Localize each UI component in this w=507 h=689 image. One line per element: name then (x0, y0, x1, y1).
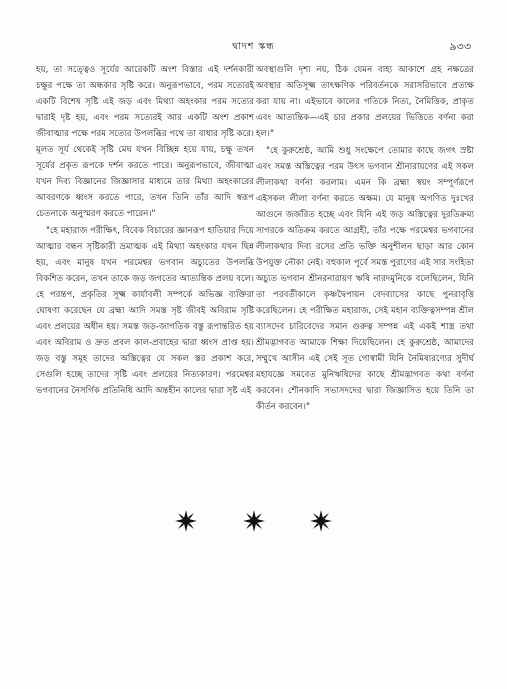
chapter-end-ornaments (0, 510, 507, 536)
paragraph: হয়, তা সত্ত্বেও সূর্যের আরেকটি অংশ বিস্তার এই দর্শনকারী চক্ষুর পক্ষে তা অন্ধকার সৃষ্টি করে। অনুরূপভাবে, পরম সত্যেরই একটি বিশেষ সৃষ্টি এই জড় এবং মিথ্যা অহংকার পরম সত্যের দ্বারাই দৃষ্ট হয়, এবং পরম সত্যেরই আর একটি অংশ প্রকাশ জীবাত্মার পক্ষে পরম সত্যের উপলব্ধির পথে তা বাধার সৃষ্টি করে। মূলত সূর্য থেকেই সৃষ্টি মেঘ যখন বিচ্ছিন্ন হয়ে যায়, চক্ষু তখন সূর্যের প্রকৃত রূপকে দর্শন করতে পারে। অনুরূপভাবে, জীবাত্মা যখন দিব্য বিজ্ঞানের জিজ্ঞাসার মাধ্যমে তার মিথ্যা অহংকারের আবরণকে ধ্বংস করতে পারে, তখন তিনি তাঁর আদি স্বরূপ চেতনাকে অনুস্মরণ করতে পারেন।" (36, 65, 254, 219)
black-star-flower-icon (243, 510, 265, 532)
black-star-flower-icon (310, 510, 332, 532)
paragraph: "হে মহারাজ পরীক্ষিৎ, বিবেক বিচারের জ্ঞানরূপ হাতিয়ার দিয়ে আত্মার বন্ধন সৃষ্টিকারী ভ্রমাত্মক এই মিথ্যা অহংকার যখন ছিন্ন হয়, এবং মানুষ যখন পরমেশ্বর ভগবান অচ্যুতের উপলব্ধি বিকশিত করেন, তখন তাকে জড় জগতের আত্যন্তিক প্রলয় বলে। হে পরন্তপ, প্রকৃতির সূক্ষ্ম কার্যাবলী সম্পর্কে অভিজ্ঞ ব্যক্তিরা ঘোষণা করেছেন যে ব্রহ্মা আদি সমস্ত সৃষ্ট জীবই অবিরাম সৃষ্টি এবং প্রলয়ের অধীন হয়। সমস্ত জড়-জাগতিক বস্তু রূপান্তরিত হয় এবং অবিরাম ও দ্রুত প্রবল কাল-প্রবাহের দ্বারা ধ্বংস প্রাপ্ত হয়। জড় বস্তু সমূহ তাদের অস্তিত্বের যে সকল স্তর প্রকাশ করে, সেগুলি হচ্ছে তাদের সৃষ্টি এবং প্রলয়ের নিত্যকারণ। পরমেশ্বর ভগবানের নৈসর্গিক প্রতিনিধি আদি অন্তহীন কালের দ্বারা সৃষ্ট এই (36, 226, 254, 396)
black-star-flower-icon (175, 510, 197, 532)
paragraph: অবস্থাগুলি দৃশ্য নয়, ঠিক যেমন বাহ্য আকাশে গ্রহ নক্ষত্রের অবস্থার অতিসূক্ষ্ম তাৎক্ষণিক পরিবর্তনকে সরাসরিভাবে প্রত্যক্ষ করা যায় না। এইভাবে কালের গতিকে নিত্য, নৈমিত্তিক, প্রাকৃত এবং আত্যন্তিক—এই চার প্রকার প্রলয়ের ভিত্তিতে বর্ণনা করা হল।" (256, 65, 474, 139)
right-column (256, 62, 474, 416)
paragraph: "হে কুরুশ্রেষ্ঠ, আমি শুধু সংক্ষেপে তোমার কাছে জগৎ স্রষ্টা এবং সমস্ত অস্তিত্বের পরম উৎস ভগবান শ্রীনারায়ণের এই সকল লীলাকথা বর্ণনা করলাম। এমন কি ব্রহ্মা স্বয়ং সম্পূর্ণরূপে এইসকল লীলা বর্ণনা করতে অক্ষম। যে মানুষ অগণিত দুঃখের আগুনে জর্জরিত হচ্ছে এবং যিনি এই জড় অস্তিত্বের দুরতিক্রম্য সাগরকে অতিক্রম করতে আগ্রহী, তাঁর পক্ষে পরমেশ্বর ভগবানের লীলাকথার দিব্য রসের প্রতি ভক্তি অনুশীলন ছাড়া আর কোন উপযুক্ত নৌকা নেই। বহুকাল পূর্বে সমস্ত পুরাণের এই সার সংহিতা অচ্যুত ভগবান শ্রীনরনারায়ণ ঋষি নারদমুনিকে বলেছিলেন, যিনি তা পরবর্তীকালে কৃষ্ণদ্বৈপায়ন বেদব্যাসের কাছে পুনরাবৃত্তি করেছিলেন। হে পরীক্ষিত মহারাজ, সেই মহান ব্যক্তিত্বসম্পন্ন শ্রীল ব্যাসদেব চারিবেদের সমান গুরুত্ব সম্পন্ন এই একই শাস্ত্র তথা শ্রীমদ্ভাগবত আমাকে শিক্ষা দিয়েছিলেন। হে কুরুশ্রেষ্ঠ, আমাদের সম্মুখে আসীন এই সেই সূত গোস্বামী যিনি নৈমিষারণ্যের সুদীর্ঘ মহাযজ্ঞে সমবেত মুনিঋষিদের কাছে শ্রীমদ্ভাগবত কথা বর্ণনা করবেন। শৌনকাদি সভাসদদের দ্বারা জিজ্ঞাসিত হয়ে তিনি তা কীর্তন করবেন।" (256, 146, 474, 412)
left-column (36, 62, 254, 400)
page-number: ৯৩৩ (449, 40, 471, 53)
running-title: দ্বাদশ স্কন্ধ (232, 41, 275, 52)
